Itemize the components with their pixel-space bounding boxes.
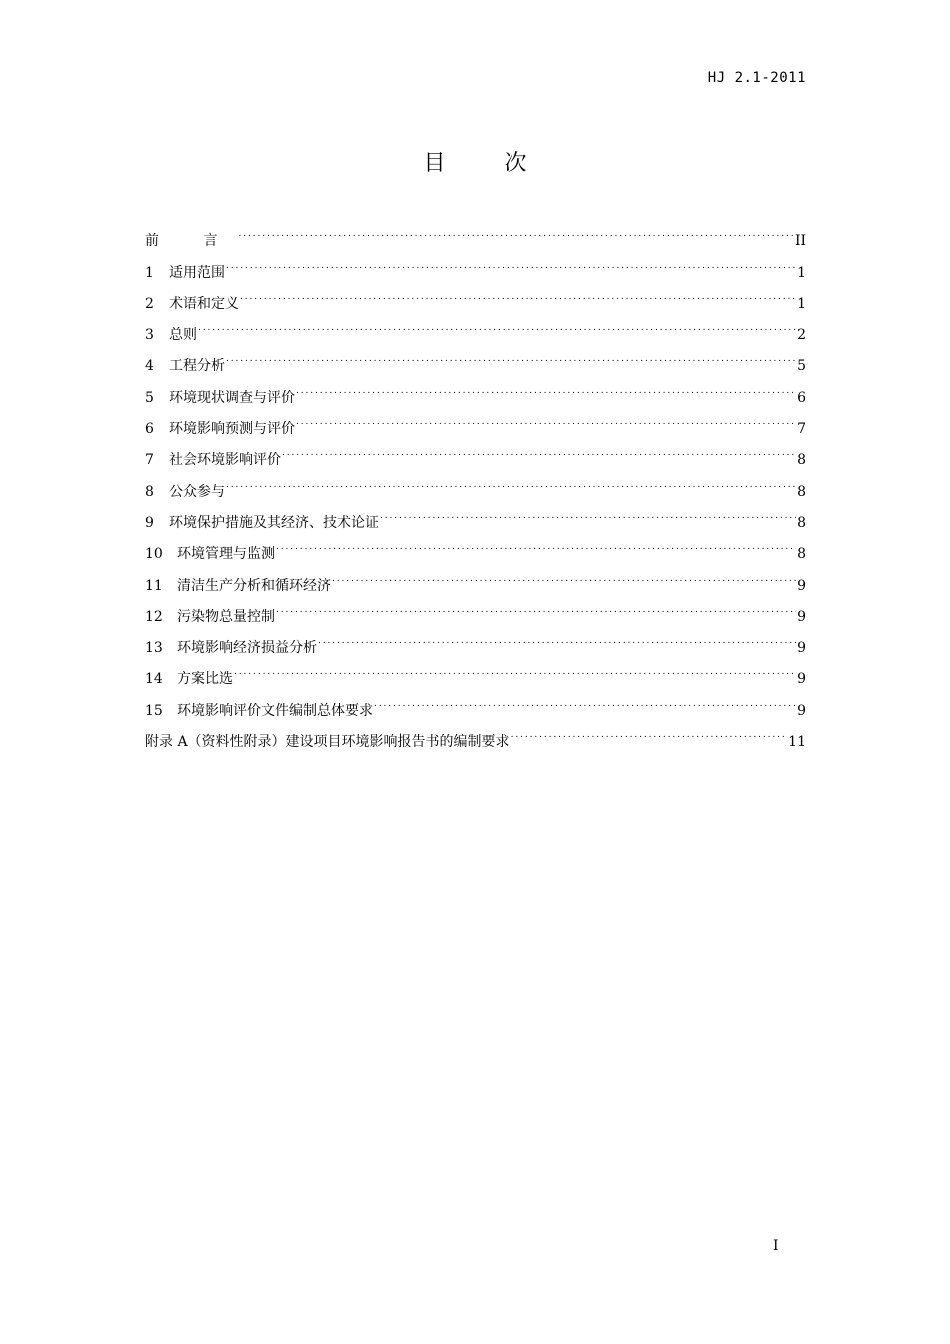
toc-entry-number: 8 [145,483,154,500]
toc-entry-label: 环境影响评价文件编制总体要求 [177,702,373,719]
toc-entry-leader [226,245,796,276]
toc-entry-leader [296,370,796,401]
toc-entry-number: 10 [145,546,163,563]
toc-entry-number: 9 [145,514,154,531]
toc-entry-page: 8 [797,546,806,563]
toc-entry-page: 1 [797,264,806,281]
toc-entry-page: 9 [797,702,806,719]
toc-entry-leader [234,652,796,683]
toc-entry-number: 7 [145,452,154,469]
toc-entry-page: 8 [797,452,806,469]
toc-entry-leader [511,715,788,746]
toc-entry[interactable] [145,339,806,375]
toc-entry-leader [380,496,796,527]
toc-entry-leader [238,214,793,245]
toc-entry[interactable] [145,683,806,719]
toc-entry-leader [374,683,796,714]
toc-entry-page: 9 [797,608,806,625]
toc-entry-number: 13 [145,640,163,657]
toc-entry-leader [276,590,796,621]
toc-entry[interactable] [145,464,806,500]
toc-entry-leader [332,558,796,589]
toc-entry-page: 1 [797,295,806,312]
toc-entry-leader [296,402,796,433]
toc-entry-label: 方案比选 [177,671,233,688]
toc-entry[interactable] [145,496,806,531]
toc-entry-number: 12 [145,608,163,625]
toc-entry-label: 附录 A（资料性附录）建设项目环境影响报告书的编制要求 [145,734,510,751]
toc-entry-leader [226,339,796,370]
toc-entry-number: 6 [145,421,154,438]
toc-entry[interactable] [145,308,806,344]
toc-entry[interactable] [145,370,806,406]
toc-entry-leader [276,527,796,558]
toc-title: 目 次 [423,151,553,176]
page-number: I [773,1238,779,1254]
toc-entry-label: 总则 [169,327,197,344]
toc-entry-page: 9 [797,640,806,657]
toc-entry-label: 工程分析 [169,358,225,375]
toc-entry-number: 4 [145,358,154,375]
toc-entry-label: 社会环境影响评价 [169,452,281,469]
toc-entry-page: 11 [788,734,806,751]
toc-entry-label: 术语和定义 [169,295,239,312]
toc-entry-page: 7 [797,421,806,438]
toc-entry-number: 1 [145,264,154,281]
toc-entry-leader [226,464,796,495]
toc-entry-number: 5 [145,389,154,406]
toc-entry-number: 11 [145,577,163,594]
toc-entry-leader [318,621,796,652]
toc-entry-label: 公众参与 [169,483,225,500]
toc-entry-leader [240,277,796,308]
toc-entry-label: 污染物总量控制 [177,608,275,625]
toc-entry-number: 14 [145,671,163,688]
toc-entry[interactable] [145,277,806,312]
document-code: HJ 2.1-2011 [707,70,806,86]
toc-entry-label: 环境影响经济损益分析 [177,640,317,657]
toc-entry[interactable] [145,652,806,688]
toc-entry-page: 9 [797,577,806,594]
toc-entry-label: 环境影响预测与评价 [169,421,295,438]
toc-entry-page: 8 [797,483,806,500]
toc-entry-label: 适用范围 [169,264,225,281]
toc-entry-preface[interactable] [145,214,806,250]
toc-entry-page: II [794,233,806,250]
toc-entry-page: 5 [797,358,806,375]
table-of-contents [145,214,806,751]
toc-entry-page: 2 [797,327,806,344]
toc-entry-leader [198,308,796,339]
toc-entry-number: 15 [145,702,163,719]
toc-entry-number: 2 [145,295,154,312]
toc-entry-number: 3 [145,327,154,344]
toc-entry-page: 8 [797,514,806,531]
toc-entry-leader [282,433,796,464]
toc-entry[interactable] [145,245,806,281]
toc-entry-page: 6 [797,389,806,406]
toc-entry-label: 环境保护措施及其经济、技术论证 [169,514,379,531]
toc-entry-page: 9 [797,671,806,688]
toc-entry-label: 环境管理与监测 [177,546,275,563]
toc-entry-label: 清洁生产分析和循环经济 [177,577,331,594]
toc-entry-label: 前 言 [145,233,238,250]
toc-entry-label: 环境现状调查与评价 [169,389,295,406]
